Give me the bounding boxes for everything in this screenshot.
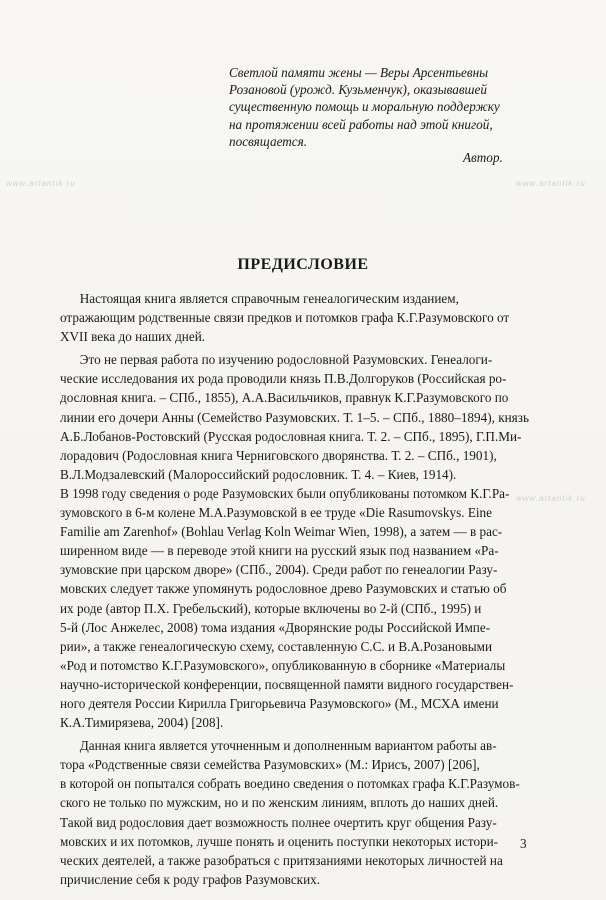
text-line: ческие исследования их рода проводили князь П.В.Долгоруков (Российская ро- xyxy=(60,371,507,387)
text-line: причисление себя к роду графов Разумовских. xyxy=(60,871,321,887)
text-line: ческих деятелей, а также разобраться с притязаниями некоторых личностей на xyxy=(60,852,503,868)
text-line: мовских следует также упомянуть родословное древо Разумовских и статью об xyxy=(60,581,507,597)
text-line: отражающим родственные связи предков и потомков графа К.Г.Разумовского от xyxy=(60,310,510,326)
text-line: мовских и их потомков, лучше понять и оценить поступки некоторых истори- xyxy=(60,833,499,849)
text-line: В.Л.Модзалевский (Малороссийский родословник. Т. 4. – Киев, 1914). xyxy=(60,466,457,482)
text-line: рии», а также генеалогическую схему, составленную С.С. и В.А.Розановыми xyxy=(60,638,493,654)
page-title: ПРЕДИСЛОВИЕ xyxy=(237,256,369,273)
text-line: ширенном виде — в переводе этой книги на русский язык под названием «Ра- xyxy=(60,543,499,559)
author-signature: Автор. xyxy=(463,150,503,165)
dedication-line: Розановой (урожд. Кузьменчук), оказывавшей xyxy=(229,82,487,98)
text-line: ного деятеля России Кирилла Григорьевича Разумовского» (М., МСХА имени xyxy=(60,695,499,711)
watermark-right-middle: www.artantik.ru xyxy=(516,494,586,503)
text-line: XVII века до наших дней. xyxy=(60,329,206,345)
text-line: дословная книга. – СПб., 1855), А.А.Васильчиков, правнук К.Г.Разумовского по xyxy=(60,390,509,406)
text-line: Настоящая книга является справочным генеалогическим изданием, xyxy=(60,291,459,306)
text-line: в которой он попытался собрать воедино сведения о потомках графа К.Г.Разумов- xyxy=(60,776,520,792)
watermark-right-top: www.artantik.ru xyxy=(516,179,586,188)
text-line: Это не первая работа по изучению родословной Разумовских. Генеалоги- xyxy=(60,352,493,368)
text-line: К.А.Тимирязева, 2004) [208]. xyxy=(60,715,224,731)
page-number: 3 xyxy=(520,836,527,851)
dedication-line: на протяжении всей работы над этой книгой, xyxy=(229,116,493,132)
text-line: их роде (автор П.Х. Гребельский), которые включены во 2-й (СПб., 1995) и xyxy=(60,600,482,616)
dedication-line: Светлой памяти жены — Веры Арсентьевны xyxy=(229,65,489,80)
text-line: лорадович (Родословная книга Черниговского дворянства. Т. 2. – СПб., 1901), xyxy=(60,447,497,463)
text-line: Данная книга является уточненным и дополненным вариантом работы ав- xyxy=(60,738,497,754)
preface-body xyxy=(60,289,548,889)
preface-paragraph xyxy=(60,289,548,346)
text-line: 5-й (Лос Анжелес, 2008) тома издания «Дворянские роды Российской Импе- xyxy=(60,619,491,635)
preface-paragraph xyxy=(60,736,548,889)
text-line: В 1998 году сведения о роде Разумовских были опубликованы потомком К.Г.Ра- xyxy=(60,485,510,501)
text-line: ского не только по мужским, но и по женским линиям, вплоть до наших дней. xyxy=(60,795,499,811)
text-line: зумовские при царском дворе» (СПб., 2004). Среди работ по генеалогии Разу- xyxy=(60,562,498,578)
watermark-left: www.artantik.ru xyxy=(6,179,76,188)
dedication xyxy=(229,64,589,150)
text-line: «Род и потомство К.Г.Разумовского», опубликованную в сборнике «Материалы xyxy=(60,657,506,673)
text-line: зумовского в 6-м колене М.А.Разумовской в ее труде «Die Rasumovskys. Eine xyxy=(60,505,493,521)
text-line: тора «Родственные связи семейства Разумовских» (М.: Ирисъ, 2007) [206], xyxy=(60,757,480,773)
preface-paragraph xyxy=(60,350,548,732)
dedication-line: посвящается. xyxy=(229,133,308,149)
text-line: Familie am Zarenhof» (Bohlau Verlag Koln Weimar Wien, 1998), а затем — в рас- xyxy=(60,524,503,540)
text-line: Такой вид родословия дает возможность полнее очертить круг общения Разу- xyxy=(60,814,497,830)
text-line: научно-исторической конференции, посвященной памяти видного государствен- xyxy=(60,676,514,692)
text-line: А.Б.Лобанов-Ростовский (Русская родословная книга. Т. 2. – СПб., 1895), Г.П.Ми- xyxy=(60,428,522,444)
text-line: линии его дочери Анны (Семейство Разумовских. Т. 1–5. – СПб., 1880–1894), князь xyxy=(60,409,529,425)
dedication-line: существенную помощь и моральную поддержку xyxy=(229,99,500,115)
